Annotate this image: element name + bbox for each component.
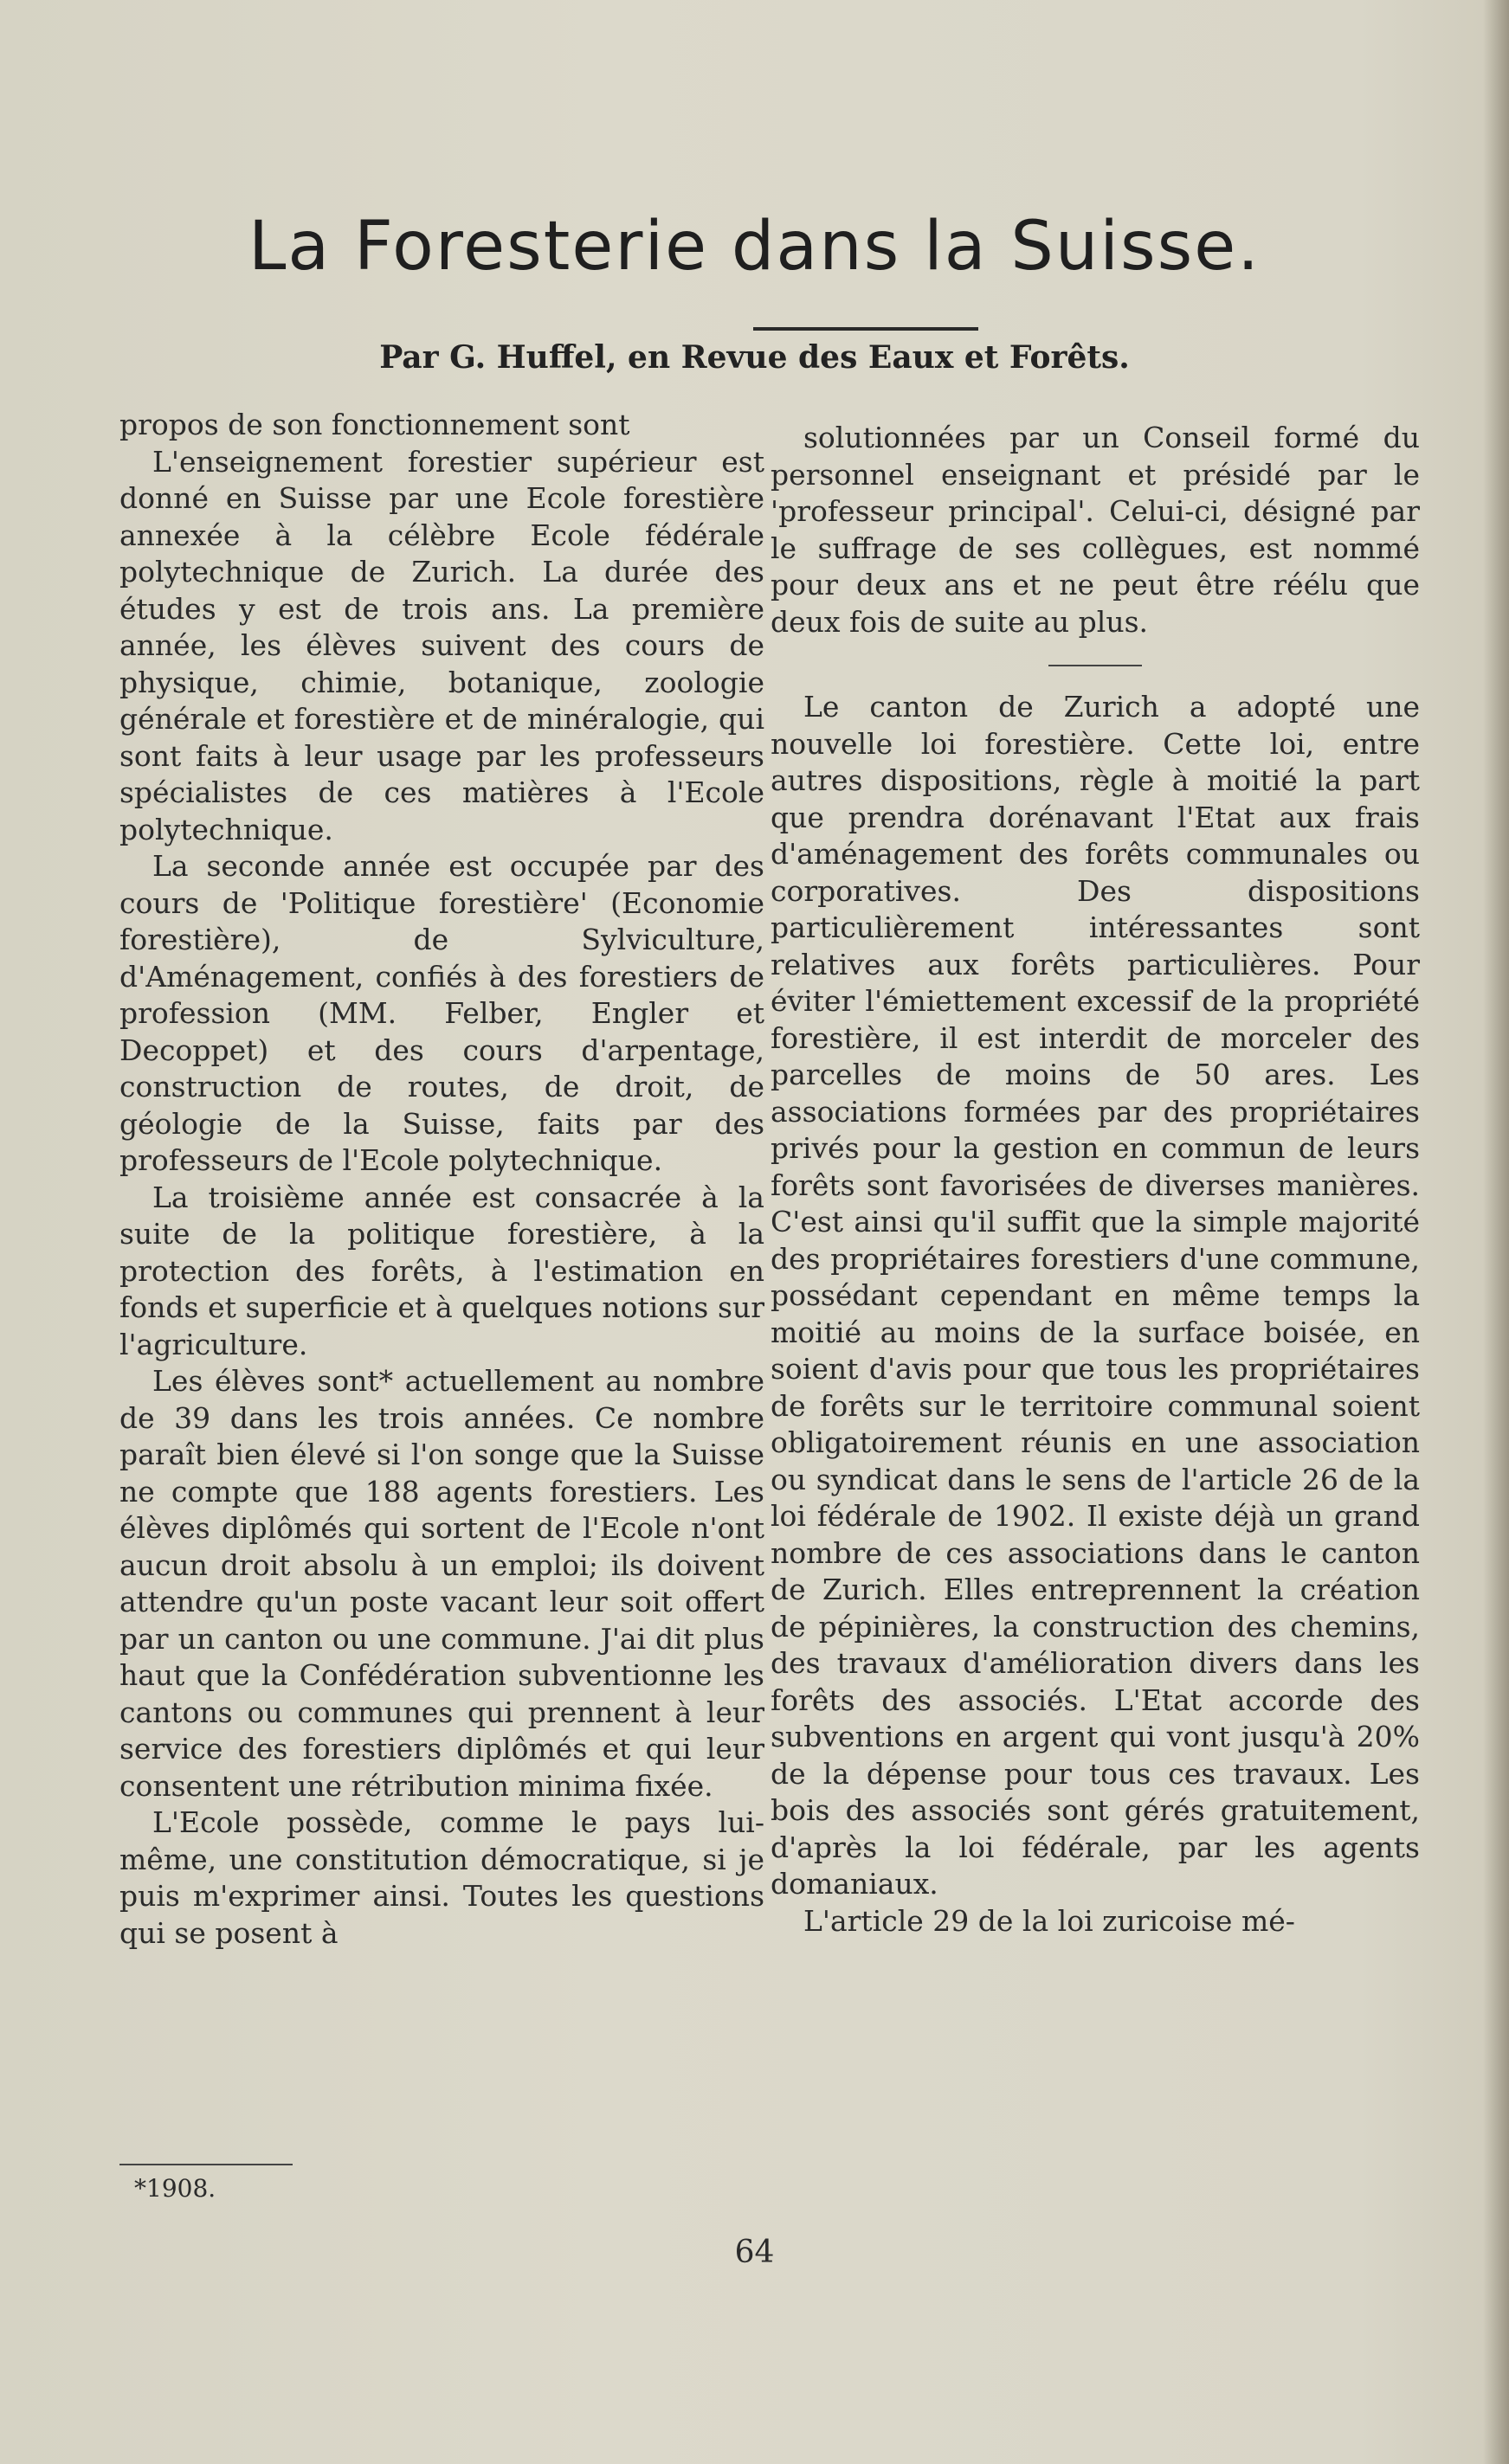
footnote: *1908.: [134, 2174, 216, 2203]
paragraph: Le canton de Zurich a adopté une nouvelle loi forestière. Cette loi, entre autres dispositions, règle à moitié la part que prendra dorénavant l'Etat aux frais d'aménagement des forêts communales ou corporatives. Des dispositions particulièrement intéressantes sont relatives aux forêts particulières. Pour éviter l'émiettement excessif de la propriété forestière, il est interdit de morceler des parcelles de moins de 50 ares. Les associations formées par des propriétaires privés pour la gestion en commun de leurs forêts sont favorisées de diverses manières. C'est ainsi qu'il suffit que la simple majorité des propriétaires forestiers d'une commune, possédant cependant en même temps la moitié au moins de la surface boisée, en soient d'avis pour que tous les propriétaires de forêts sur le territoire communal soient obligatoirement réunis en une association ou syndicat dans le sens de l'article 26 de la loi fédérale de 1902. Il existe déjà un grand nombre de ces associations dans le canton de Zurich. Elles entreprennent la création de pépinières, la construction des chemins, des travaux d'amélioration divers dans les forêts des associés. L'Etat accorde des subventions en argent qui vont jusqu'à 20% de la dépense pour tous ces travaux. Les bois des associés sont gérés gratuitement, d'après la loi fédérale, par les agents domaniaux.: [771, 690, 1420, 1901]
footnote-rule: [119, 2164, 293, 2165]
left-column: [119, 407, 764, 1952]
paragraph: propos de son fonctionnement sont: [119, 408, 630, 441]
article-title: La Foresterie dans la Suisse.: [248, 208, 1261, 286]
paragraph: L'Ecole possède, comme le pays lui-même, une constitution démocratique, si je puis m'exprimer ainsi. Toutes les questions qui se posent à: [119, 1805, 764, 1950]
right-column: [771, 420, 1420, 1940]
paragraph: solutionnées par un Conseil formé du personnel enseignant et présidé par le 'professeur principal'. Celui-ci, désigné par le suffrage de ses collègues, est nommé pour deux ans et ne peut être réélu que deux fois de suite au plus.: [771, 421, 1420, 639]
title-rule: [753, 327, 978, 331]
page-number: 64: [734, 2235, 775, 2270]
paragraph: L'article 29 de la loi zuricoise mé-: [803, 1903, 1295, 1938]
paragraph: La seconde année est occupée par des cours de 'Politique forestière' (Economie forestière), de Sylviculture, d'Aménagement, confiés à des forestiers de profession (MM. Felber, Engler et Decoppet) et des cours d'arpentage, construction de routes, de droit, de géologie de la Suisse, faits par des professeurs de l'Ecole polytechnique.: [119, 849, 764, 1177]
section-divider: [1048, 665, 1142, 666]
paragraph: L'enseignement forestier supérieur est donné en Suisse par une Ecole forestière annexée à la célèbre Ecole fédérale polytechnique de Zurich. La durée des études y est de trois ans. La première année, les élèves suivent des cours de physique, chimie, botanique, zoologie générale et forestière et de minéralogie, qui sont faits à leur usage par les professeurs spécialistes de ces matières à l'Ecole polytechnique.: [119, 444, 764, 846]
article-byline: Par G. Huffel, en Revue des Eaux et Forêts.: [379, 339, 1130, 376]
paragraph: La troisième année est consacrée à la suite de la politique forestière, à la protection des forêts, à l'estimation en fonds et superficie et à quelques notions sur l'agriculture.: [119, 1180, 764, 1361]
paragraph: Les élèves sont* actuellement au nombre de 39 dans les trois années. Ce nombre paraît bien élevé si l'on songe que la Suisse ne compte que 188 agents forestiers. Les élèves diplômés qui sortent de l'Ecole n'ont aucun droit absolu à un emploi; ils doivent attendre qu'un poste vacant leur soit offert par un canton ou une commune. J'ai dit plus haut que la Confédération subventionne les cantons ou communes qui prennent à leur service des forestiers diplômés et qui leur consentent une rétribution minima fixée.: [119, 1364, 764, 1803]
